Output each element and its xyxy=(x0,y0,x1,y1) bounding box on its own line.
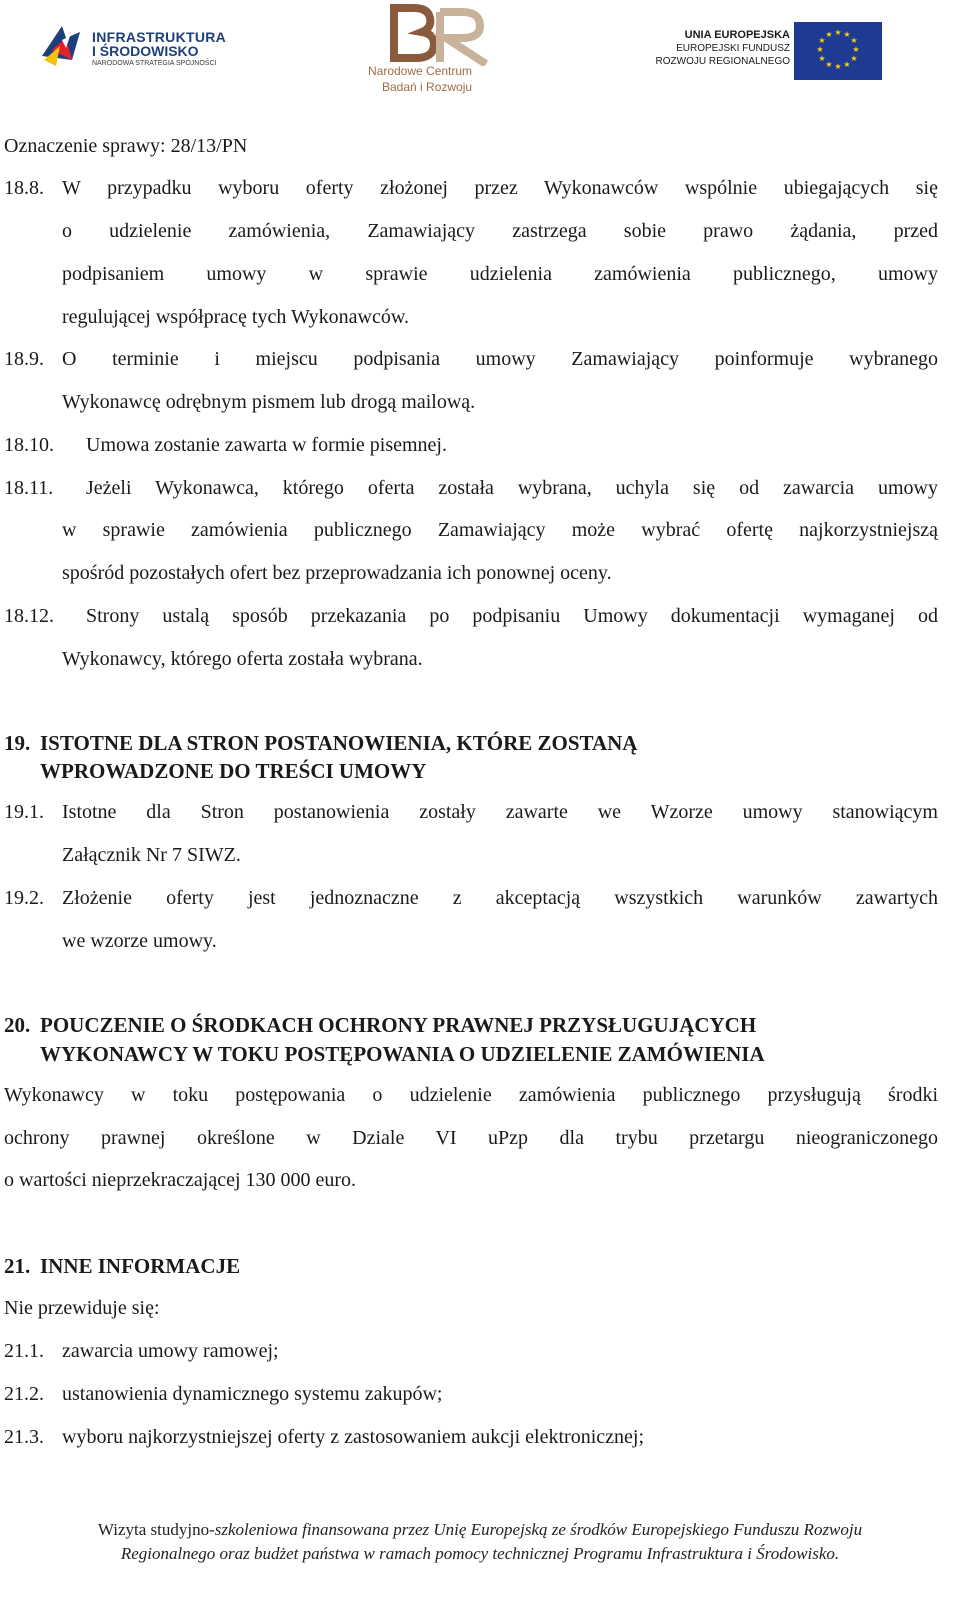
s20-line1: Wykonawcy w toku postępowania o udzielenie zamówienia publicznego przysługują środki xyxy=(4,1084,938,1106)
page-header xyxy=(0,0,960,110)
svg-text:★: ★ xyxy=(825,60,833,69)
ncbr-line1: Narodowe Centrum xyxy=(368,64,473,78)
svg-text:★: ★ xyxy=(818,36,826,45)
section-21-number: 21. xyxy=(4,1254,31,1278)
ifs-line2: I ŚRODOWISKO xyxy=(92,43,199,59)
p18-8-number: 18.8. xyxy=(4,177,44,199)
ncbr-line2: Badań i Rozwoju xyxy=(382,80,473,94)
list-item: zawarcia umowy ramowej; xyxy=(62,1340,279,1362)
p18-11-line2: w sprawie zamówienia publicznego Zamawiający może wybrać ofertę najkorzystniejszą xyxy=(62,519,938,541)
page-footer xyxy=(0,1518,960,1566)
s21-intro: Nie przewiduje się: xyxy=(4,1297,160,1319)
s20-line2: ochrony prawnej określone w Dziale VI uPzp dla trybu przetargu nieograniczonego xyxy=(4,1127,938,1149)
section-19-heading-line1: ISTOTNE DLA STRON POSTANOWIENIA, KTÓRE ZOSTANĄ xyxy=(40,731,638,755)
p18-10-number: 18.10. xyxy=(4,434,54,456)
footer-rest: szkoleniowa finansowana przez Unię Europejską ze środków Europejskiego Funduszu Rozwoju xyxy=(214,1520,863,1539)
p18-11-line3: spośród pozostałych ofert bez przeprowadzania ich ponownej oceny. xyxy=(62,562,612,584)
svg-text:★: ★ xyxy=(825,30,833,39)
list-item-number: 21.3. xyxy=(4,1426,44,1448)
p19-2-line1: Złożenie oferty jest jednoznaczne z akceptacją wszystkich warunków zawartych xyxy=(62,887,938,909)
ncbr-logo xyxy=(362,4,532,100)
footer-lead: Wizyta studyjno- xyxy=(97,1520,215,1539)
footer-line1 xyxy=(0,1518,960,1542)
section-20-number: 20. xyxy=(4,1013,31,1037)
list-item: ustanowienia dynamicznego systemu zakupów; xyxy=(62,1383,443,1405)
svg-text:★: ★ xyxy=(852,45,860,54)
footer-line2: Regionalnego oraz budżet państwa w ramach pomocy technicznej Programu Infrastruktura i Środowisko. xyxy=(120,1544,840,1563)
svg-text:★: ★ xyxy=(834,62,842,71)
svg-text:★: ★ xyxy=(843,30,851,39)
p19-2-number: 19.2. xyxy=(4,887,44,909)
eu-flag-icon xyxy=(794,22,882,80)
svg-text:★: ★ xyxy=(850,54,858,63)
list-item: wyboru najkorzystniejszej oferty z zastosowaniem aukcji elektronicznej; xyxy=(62,1426,645,1448)
case-reference: Oznaczenie sprawy: 28/13/PN xyxy=(4,135,248,157)
ifs-line3: NARODOWA STRATEGIA SPÓJNOŚCI xyxy=(92,60,217,67)
section-20-heading-line2: WYKONAWCY W TOKU POSTĘPOWANIA O UDZIELENIE ZAMÓWIENIA xyxy=(40,1042,765,1066)
p18-8-line1: W przypadku wyboru oferty złożonej przez Wykonawców wspólnie ubiegających się xyxy=(62,177,938,199)
svg-text:★: ★ xyxy=(834,28,842,37)
eu-logo xyxy=(640,20,888,82)
p18-12-line2: Wykonawcy, którego oferta została wybrana. xyxy=(62,648,423,670)
svg-text:★: ★ xyxy=(816,45,824,54)
p18-8-line2: o udzielenie zamówienia, Zamawiający zastrzega sobie prawo żądania, przed xyxy=(62,220,938,242)
p18-12-number: 18.12. xyxy=(4,605,54,627)
p19-2-line2: we wzorze umowy. xyxy=(62,930,217,952)
svg-text:★: ★ xyxy=(850,36,858,45)
section-19-number: 19. xyxy=(4,731,31,755)
eu-line1: UNIA EUROPEJSKA xyxy=(684,29,790,41)
ifs-emblem-icon xyxy=(36,20,88,72)
list-item-number: 21.1. xyxy=(4,1340,44,1362)
section-21-heading: INNE INFORMACJE xyxy=(40,1254,241,1278)
s20-line3: o wartości nieprzekraczającej 130 000 euro. xyxy=(4,1169,357,1191)
p19-1-number: 19.1. xyxy=(4,801,44,823)
section-19-heading-line2: WPROWADZONE DO TREŚCI UMOWY xyxy=(40,759,427,783)
eu-line2: EUROPEJSKI FUNDUSZ xyxy=(676,43,790,54)
p18-12-line1: Strony ustalą sposób przekazania po podpisaniu Umowy dokumentacji wymaganej od xyxy=(86,605,938,627)
p19-1-line1: Istotne dla Stron postanowienia zostały zawarte we Wzorze umowy stanowiącym xyxy=(62,801,938,823)
p18-11-line1: Jeżeli Wykonawca, którego oferta została wybrana, uchyla się od zawarcia umowy xyxy=(86,477,938,499)
section-20-heading-line1: POUCZENIE O ŚRODKACH OCHRONY PRAWNEJ PRZYSŁUGUJĄCYCH xyxy=(40,1013,757,1037)
eu-line3: ROZWOJU REGIONALNEGO xyxy=(655,56,790,67)
svg-text:★: ★ xyxy=(818,54,826,63)
p18-9-line2: Wykonawcę odrębnym pismem lub drogą mailową. xyxy=(62,391,476,413)
list-item-number: 21.2. xyxy=(4,1383,44,1405)
p18-8-line3: podpisaniem umowy w sprawie udzielenia zamówienia publicznego, umowy xyxy=(62,263,938,285)
svg-text:★: ★ xyxy=(843,60,851,69)
p18-8-line4: regulującej współpracę tych Wykonawców. xyxy=(62,306,410,328)
p18-11-number: 18.11. xyxy=(4,477,54,499)
p18-9-line1: O terminie i miejscu podpisania umowy Zamawiający poinformuje wybranego xyxy=(62,348,938,370)
ncbr-emblem-icon xyxy=(362,4,532,66)
p19-1-line2: Załącznik Nr 7 SIWZ. xyxy=(62,844,241,866)
ifs-line1: INFRASTRUKTURA xyxy=(92,29,227,45)
p18-10-line1: Umowa zostanie zawarta w formie pisemnej. xyxy=(86,434,447,456)
infrastruktura-logo xyxy=(36,20,236,80)
p18-9-number: 18.9. xyxy=(4,348,44,370)
